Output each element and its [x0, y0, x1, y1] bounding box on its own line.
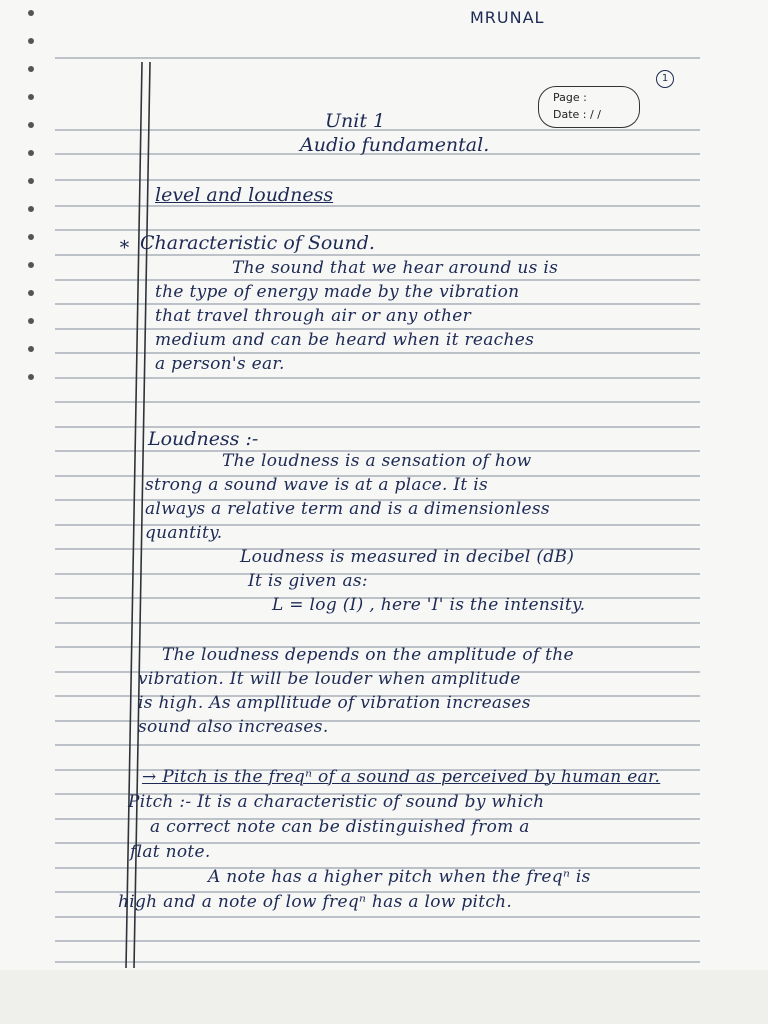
section5-line: a correct note can be distinguished from a — [150, 817, 530, 837]
page-bottom-edge — [0, 970, 768, 1024]
subject-title: Audio fundamental. — [300, 134, 490, 156]
section4-line: is high. As ampllitude of vibration increases — [138, 693, 531, 713]
section3-line: The loudness is a sensation of how — [222, 451, 532, 471]
section4-line: sound also increases. — [138, 717, 329, 737]
section3-line: L = log (I) , here 'I' is the intensity. — [272, 595, 586, 615]
section3-heading: Loudness :- — [148, 428, 259, 450]
section3-line: Loudness is measured in decibel (dB) — [240, 547, 575, 567]
unit-title: Unit 1 — [325, 110, 386, 132]
section3-line: always a relative term and is a dimensionless — [145, 499, 550, 519]
section4-line: The loudness depends on the amplitude of the — [162, 645, 574, 665]
author-name: MRUNAL — [470, 8, 545, 27]
section3-line: quantity. — [145, 523, 223, 543]
date-label: Date : / / — [553, 108, 601, 121]
section5-line: A note has a higher pitch when the freqⁿ is — [208, 867, 591, 887]
section2-line: that travel through air or any other — [155, 306, 472, 326]
section2-heading: Characteristic of Sound. — [140, 232, 375, 254]
section1-heading: level and loudness — [155, 184, 334, 206]
section3-line: It is given as: — [248, 571, 368, 591]
section2-line: a person's ear. — [155, 354, 285, 374]
section5-line: flat note. — [130, 842, 211, 862]
section2-line: medium and can be heard when it reaches — [155, 330, 535, 350]
page-number: 1 — [656, 70, 674, 88]
section4-line: vibration. It will be louder when amplitude — [138, 669, 521, 689]
section2-line: The sound that we hear around us is — [232, 258, 559, 278]
section2-heading-marker: ∗ — [118, 233, 131, 255]
page-label: Page : — [553, 91, 587, 104]
section5-line: high and a note of low freqⁿ has a low pitch. — [118, 892, 513, 912]
page-date-box — [538, 86, 640, 128]
section2-line: the type of energy made by the vibration — [155, 282, 520, 302]
section5-line: → Pitch is the freqⁿ of a sound as perceived by human ear. — [142, 767, 661, 787]
section3-line: strong a sound wave is at a place. It is — [145, 475, 489, 495]
section5-line: Pitch :- It is a characteristic of sound by which — [128, 792, 545, 812]
